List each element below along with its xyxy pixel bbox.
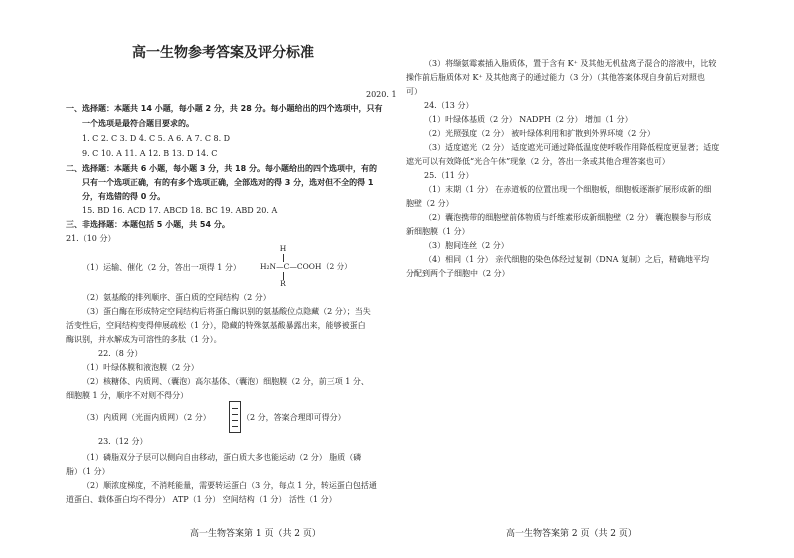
footer-page-1: 高一生物答案第 1 页（共 2 页） xyxy=(190,529,321,539)
q24-part-3b: 遮光可以有效降低“光合午休”现象（2 分，答出一条或其他合理答案也可） xyxy=(406,157,670,166)
q23-part-3c: 可） xyxy=(406,87,422,96)
section-2-heading: 二、选择题：本题共 6 小题，每小题 3 分，共 18 分。每小题给出的四个选项中，有的 xyxy=(66,164,377,173)
q21-part-3a: （3）蛋白酶在形成特定空间结构后将蛋白酶识别的氨基酸位点隐藏（2 分）；当失 xyxy=(82,307,371,316)
section-1-heading-cont: 一个选项是最符合题目要求的。 xyxy=(82,119,194,128)
q24-part-2: （2）光照强度（2 分） 被叶绿体利用和扩散到外界环境（2 分） xyxy=(424,129,655,138)
answer-row-2: 9. C 10. A 11. A 12. B 13. D 14. C xyxy=(82,149,218,158)
q21-part-2: （2）氨基酸的排列顺序、蛋白质的空间结构（2 分） xyxy=(82,293,271,302)
section-2-heading-cont: 只有一个选项正确，有的有多个选项正确，全部选对的得 3 分，选对但不全的得 1 xyxy=(82,178,374,187)
formula-bond-top xyxy=(283,254,284,262)
document-title: 高一生物参考答案及评分标准 xyxy=(132,45,314,61)
formula-score: （2 分） xyxy=(322,262,352,271)
q22-part-1: （1）叶绿体膜和液泡膜（2 分） xyxy=(82,363,199,372)
footer-page-2: 高一生物答案第 2 页（共 2 页） xyxy=(506,529,637,539)
q23-part-3a: （3）将缬氨霉素插入脂质体，置于含有 K⁺ 及其他无机盐离子混合的溶液中，比较 xyxy=(424,59,717,68)
q25-part-1b: 胞壁（2 分） xyxy=(406,199,454,208)
q25-part-1a: （1）末期（1 分） 在赤道板的位置出现一个细胞板，细胞板逐渐扩展形成新的细 xyxy=(424,185,712,194)
q21-part-1: （1）运输、催化（2 分，答出一项得 1 分） xyxy=(82,263,241,272)
answer-row-3: 15. BD 16. ACD 17. ABCD 18. BC 19. ABD 20. A xyxy=(82,206,278,215)
question-21-heading: 21.（10 分） xyxy=(66,234,116,243)
q25-part-2a: （2）囊泡携带的细胞壁前体物质与纤维素形成新细胞壁（2 分） 囊泡膜参与形成 xyxy=(424,213,712,222)
question-23-heading: 23.（12 分） xyxy=(98,437,148,446)
q23-part-1b: 脂）（1 分） xyxy=(66,467,110,476)
q22-part-2a: （2）核糖体、内质网、（囊泡）高尔基体、（囊泡）细胞膜（2 分，前三项 1 分、 xyxy=(82,377,369,386)
formula-r: R xyxy=(280,279,286,288)
q21-part-3b: 活变性后，空间结构变得伸展疏松（1 分），隐藏的特殊氨基酸暴露出来，能够被蛋白 xyxy=(66,321,366,330)
question-24-heading: 24.（13 分） xyxy=(424,101,474,110)
section-1-heading: 一、选择题：本题共 14 小题，每小题 2 分，共 28 分。每小题给出的四个选项中，只有 xyxy=(66,104,383,113)
q21-part-3c: 酶识别，并水解成为可溶性的多肽（1 分）。 xyxy=(66,335,222,344)
section-3-heading: 三、非选择题：本题包括 5 小题，共 54 分。 xyxy=(66,220,230,229)
q24-part-3a: （3）适度遮光（2 分） 适度遮光可通过降低温度使呼吸作用降低程度更显著；适度 xyxy=(424,143,720,152)
q23-part-2b: 道蛋白、载体蛋白均不得分） ATP（1 分） 空间结构（1 分） 活性（1 分） xyxy=(66,495,337,504)
q25-part-2b: 新细胞膜（1 分） xyxy=(406,227,470,236)
er-diagram-icon xyxy=(229,401,241,433)
question-25-heading: 25.（11 分） xyxy=(424,171,474,180)
answer-row-1: 1. C 2. C 3. D 4. C 5. A 6. A 7. C 8. D xyxy=(82,134,231,143)
q25-part-4a: （4）相同（1 分） 亲代细胞的染色体经过复制（DNA 复制）之后，精确地平均 xyxy=(424,255,709,264)
document-date: 2020. 1 xyxy=(366,90,397,99)
q22-part-3-note: （2 分，答案合理即可得分） xyxy=(242,413,346,422)
q25-part-4b: 分配到两个子细胞中（2 分） xyxy=(406,269,510,278)
q22-part-3: （3）内质网（光面内质网）（2 分） xyxy=(82,413,211,422)
q24-part-1: （1）叶绿体基质（2 分） NADPH（2 分） 增加（1 分） xyxy=(424,115,633,124)
q23-part-1a: （1）磷脂双分子层可以侧向自由移动，蛋白质大多也能运动（2 分） 脂质（磷 xyxy=(82,453,362,462)
q22-part-2b: 细胞膜 1 分，顺序不对则不得分） xyxy=(66,391,189,400)
question-22-heading: 22.（8 分） xyxy=(98,349,143,358)
q23-part-3b: 操作前后脂质体对 K⁺ 及其他离子的通过能力（3 分）（其他答案体现自身前后对照也 xyxy=(406,73,705,82)
formula-main: H₂N—C—COOH xyxy=(260,262,322,271)
amino-acid-formula xyxy=(260,244,370,288)
q23-part-2a: （2）顺浓度梯度，不消耗能量，需要转运蛋白（3 分，每点 1 分，转运蛋白包括通 xyxy=(82,481,377,490)
formula-h: H xyxy=(279,244,287,253)
q25-part-3: （3）胞间连丝（2 分） xyxy=(424,241,509,250)
section-2-heading-cont2: 分，有选错的得 0 分。 xyxy=(82,192,166,201)
